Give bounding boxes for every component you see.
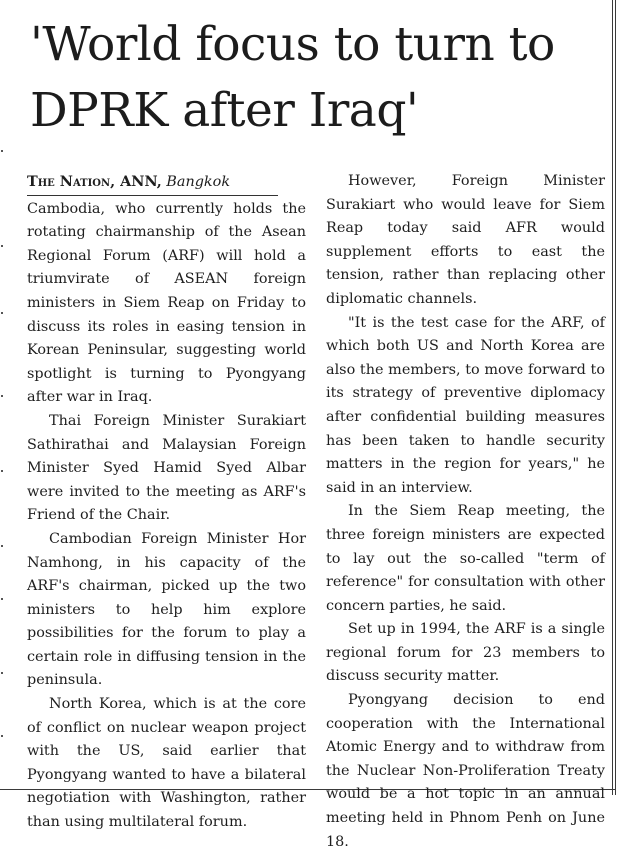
paragraph: However, Foreign Minister Surakiart who would leave for Siem Reap today said AFR would supplement efforts to east the tension, rather than replacing other diplomatic channels.	[326, 173, 605, 307]
page-frame-right	[612, 0, 616, 795]
paragraph: North Korea, which is at the core of conflict on nuclear weapon project with the US, said earlier that Pyongyang wanted to have a bilateral negotiation with Washington, rather than using multilateral forum.	[27, 696, 306, 831]
headline: 'World focus to turn to DPRK after Iraq'	[30, 17, 555, 138]
byline	[27, 170, 306, 194]
scan-edge-marks	[0, 0, 4, 795]
paragraph: Pyongyang decision to end cooperation with the International Atomic Energy and to withdraw from the Nuclear Non-Proliferation Treaty would be a hot topic in an annual meeting held in Phnom Penh on June 18.	[326, 692, 605, 850]
byline-rule	[27, 195, 278, 196]
paragraph: Cambodian Foreign Minister Hor Namhong, in his capacity of the ARF's chairman, picked up the two ministers to help him explore possibilities for the forum to play a certain role in diffusing tension in the peninsula.	[27, 530, 306, 689]
paragraph: Thai Foreign Minister Surakiart Sathirathai and Malaysian Foreign Minister Syed Hamid Syed Albar were invited to the meeting as ARF's Friend of the Chair.	[27, 412, 306, 524]
byline-outlet: The Nation, ANN,	[27, 173, 162, 190]
paragraph: Cambodia, who currently holds the rotating chairmanship of the Asean Regional Forum (ARF) will hold a triumvirate of ASEAN foreign ministers in Siem Reap on Friday to discuss its roles in easing tension in Korean Peninsular, suggesting world spotlight is turning to Pyongyang after war in Iraq.	[27, 200, 306, 406]
article-column-left	[27, 170, 306, 835]
article-column-right	[326, 170, 605, 854]
paragraph: "It is the test case for the ARF, of which both US and North Korea are also the members, to move forward to its strategy of preventive diplomacy after confidential building measures has been taken to handle security matters in the region for years," he said in an interview.	[326, 314, 605, 496]
paragraph: Set up in 1994, the ARF is a single regional forum for 23 members to discuss security matter.	[326, 621, 605, 685]
byline-location: Bangkok	[166, 174, 231, 190]
paragraph: In the Siem Reap meeting, the three foreign ministers are expected to lay out the so-called "term of reference" for consultation with other concern parties, he said.	[326, 503, 605, 614]
